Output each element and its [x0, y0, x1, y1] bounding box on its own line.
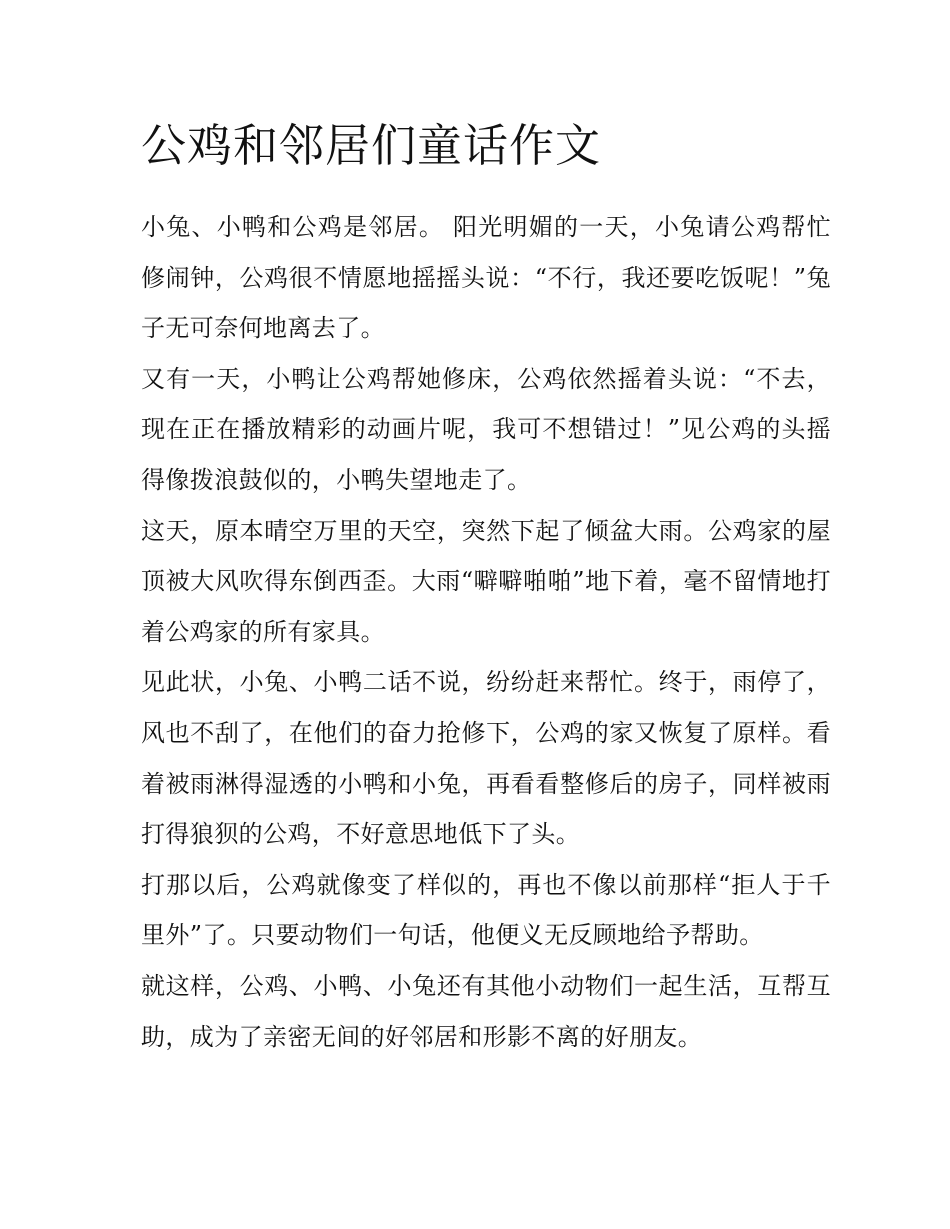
paragraph-2: 又有一天，小鸭让公鸡帮她修床，公鸡依然摇着头说：“不去，现在正在播放精彩的动画片呢，我可不想错过！”见公鸡的头摇得像拨浪鼓似的，小鸭失望地走了。 — [141, 364, 831, 494]
paragraph-1: 小兔、小鸭和公鸡是邻居。 阳光明媚的一天，小兔请公鸡帮忙修闹钟，公鸡很不情愿地摇摇头说：“不行，我还要吃饭呢！”兔子无可奈何地离去了。 — [141, 213, 831, 343]
paragraph-5: 打那以后，公鸡就像变了样似的，再也不像以前那样“拒人于千里外”了。只要动物们一句话，他便义无反顾地给予帮助。 — [141, 870, 831, 950]
document-body — [141, 202, 831, 1062]
paragraph-3: 这天，原本晴空万里的天空，突然下起了倾盆大雨。公鸡家的屋顶被大风吹得东倒西歪。大雨“噼噼啪啪”地下着，毫不留情地打着公鸡家的所有家具。 — [141, 516, 831, 646]
document-page — [141, 112, 831, 1062]
document-title: 公鸡和邻居们童话作文 — [141, 119, 602, 172]
paragraph-4: 见此状，小兔、小鸭二话不说，纷纷赶来帮忙。终于，雨停了，风也不刮了，在他们的奋力抢修下，公鸡的家又恢复了原样。看着被雨淋得湿透的小鸭和小兔，再看看整修后的房子，同样被雨打得狼狈的公鸡，不好意思地低下了头。 — [141, 668, 831, 849]
paragraph-6: 就这样，公鸡、小鸭、小兔还有其他小动物们一起生活，互帮互助，成为了亲密无间的好邻居和形影不离的好朋友。 — [141, 971, 831, 1051]
